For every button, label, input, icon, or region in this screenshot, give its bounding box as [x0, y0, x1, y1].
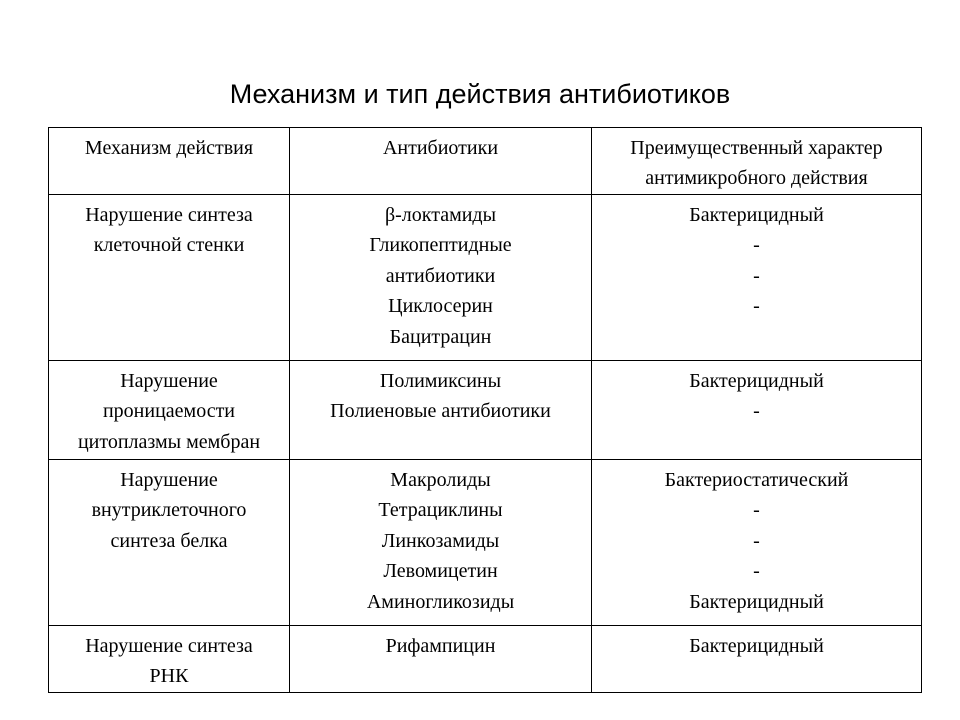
action-line: Бактериостатический: [664, 469, 849, 491]
action-cell: [592, 195, 922, 361]
action-line: Бактерицидный: [689, 370, 824, 392]
antibiotic-line: Бацитрацин: [389, 325, 492, 348]
header-antibiotics-line: Антибиотики: [382, 137, 499, 159]
mechanism-line: Нарушение синтеза: [85, 635, 253, 657]
action-line: -: [753, 529, 760, 552]
mechanism-cell: [49, 195, 290, 361]
header-action: [592, 128, 922, 195]
action-line: Бактерицидный: [689, 590, 824, 613]
antibiotic-line: антибиотики: [385, 264, 496, 287]
action-line: Бактерицидный: [689, 204, 824, 226]
antibiotics-cell: [290, 195, 592, 361]
action-line: -: [753, 295, 760, 318]
action-cell: [592, 361, 922, 460]
antibiotic-line: β-локтамиды: [384, 204, 497, 226]
mechanism-line: РНК: [149, 665, 189, 688]
mechanism-line: внутриклеточного: [91, 499, 247, 522]
antibiotics-cell: [290, 361, 592, 460]
mechanism-line: Нарушение синтеза: [85, 204, 253, 226]
antibiotic-line: Левомицетин: [383, 560, 498, 583]
antibiotic-line: Линкозамиды: [381, 529, 500, 552]
action-line: -: [753, 264, 760, 287]
action-line: -: [753, 400, 760, 423]
table-row: [49, 460, 922, 626]
action-line: -: [753, 560, 760, 583]
mechanism-line: цитоплазмы мембран: [77, 430, 261, 453]
header-action-line: Преимущественный характер: [630, 137, 883, 159]
antibiotics-cell: [290, 626, 592, 693]
page-title: Механизм и тип действия антибиотиков: [229, 79, 731, 109]
mechanism-line: Нарушение: [120, 469, 218, 491]
mechanism-line: проницаемости: [102, 400, 236, 423]
antibiotic-line: Рифампицин: [385, 635, 496, 657]
header-action-line: антимикробного действия: [645, 167, 868, 190]
mechanism-cell: [49, 626, 290, 693]
action-cell: [592, 460, 922, 626]
mechanism-line: синтеза белка: [110, 529, 228, 552]
table-row: [49, 361, 922, 460]
action-line: -: [753, 499, 760, 522]
antibiotic-line: Полимиксины: [379, 370, 502, 392]
antibiotic-line: Циклосерин: [388, 295, 493, 318]
action-line: -: [753, 234, 760, 257]
header-mechanism-line: Механизм действия: [84, 137, 254, 159]
header-mechanism: [49, 128, 290, 195]
mechanism-line: Нарушение: [120, 370, 218, 392]
mechanism-cell: [49, 361, 290, 460]
antibiotic-line: Полиеновые антибиотики: [330, 400, 551, 423]
table-header-row: [49, 128, 922, 195]
table-row: [49, 626, 922, 693]
antibiotic-line: Гликопептидные: [369, 234, 512, 257]
table-row: [49, 195, 922, 361]
antibiotic-line: Тетрациклины: [378, 499, 503, 522]
header-antibiotics: [290, 128, 592, 195]
mechanism-cell: [49, 460, 290, 626]
action-line: Бактерицидный: [689, 635, 824, 657]
antibiotic-line: Аминогликозиды: [366, 590, 515, 613]
mechanism-line: клеточной стенки: [93, 234, 245, 257]
action-cell: [592, 626, 922, 693]
antibiotics-table: [48, 127, 922, 693]
antibiotic-line: Макролиды: [390, 469, 491, 491]
antibiotics-cell: [290, 460, 592, 626]
